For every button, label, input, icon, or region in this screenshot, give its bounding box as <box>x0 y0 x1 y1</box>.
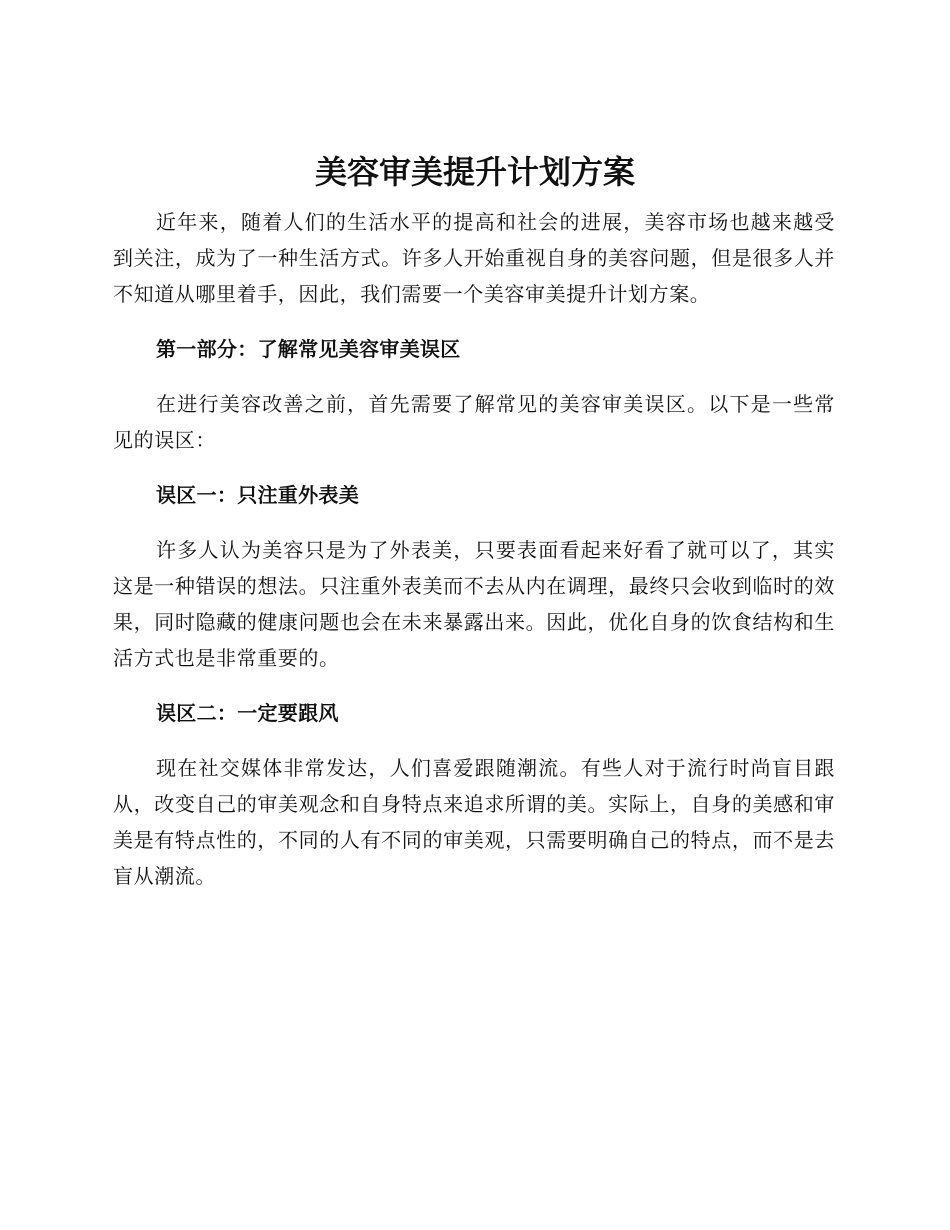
misconception-one-paragraph: 许多人认为美容只是为了外表美，只要表面看起来好看了就可以了，其实这是一种错误的想法。只注重外表美而不去从内在调理，最终只会收到临时的效果，同时隐藏的健康问题也会在未来暴露出来。因此，优化自身的饮食结构和生活方式也是非常重要的。 <box>113 538 835 670</box>
spacer <box>113 513 835 532</box>
misconception-two-heading: 误区二：一定要跟风 <box>156 701 339 725</box>
document-body <box>113 204 835 894</box>
intro-paragraph: 近年来，随着人们的生活水平的提高和社会的进展，美容市场也越来越受到关注，成为了一种生活方式。许多人开始重视自身的美容问题，但是很多人并不知道从哪里着手，因此，我们需要一个美容审美提升计划方案。 <box>113 210 835 306</box>
spacer <box>113 458 835 477</box>
spacer <box>113 367 835 386</box>
section-heading-part-one: 第一部分：了解常见美容审美误区 <box>156 337 461 361</box>
spacer <box>113 312 835 331</box>
document-title: 美容审美提升计划方案 <box>314 153 635 191</box>
misconception-one-heading: 误区一：只注重外表美 <box>156 483 359 507</box>
spacer <box>113 731 835 750</box>
misconception-two-paragraph: 现在社交媒体非常发达，人们喜爱跟随潮流。有些人对于流行时尚盲目跟从，改变自己的审美观念和自身特点来追求所谓的美。实际上，自身的美感和审美是有特点性的，不同的人有不同的审美观，只需要明确自己的特点，而不是去盲从潮流。 <box>113 756 835 888</box>
misconceptions-intro-paragraph: 在进行美容改善之前，首先需要了解常见的美容审美误区。以下是一些常见的误区： <box>113 392 835 452</box>
spacer <box>113 676 835 695</box>
